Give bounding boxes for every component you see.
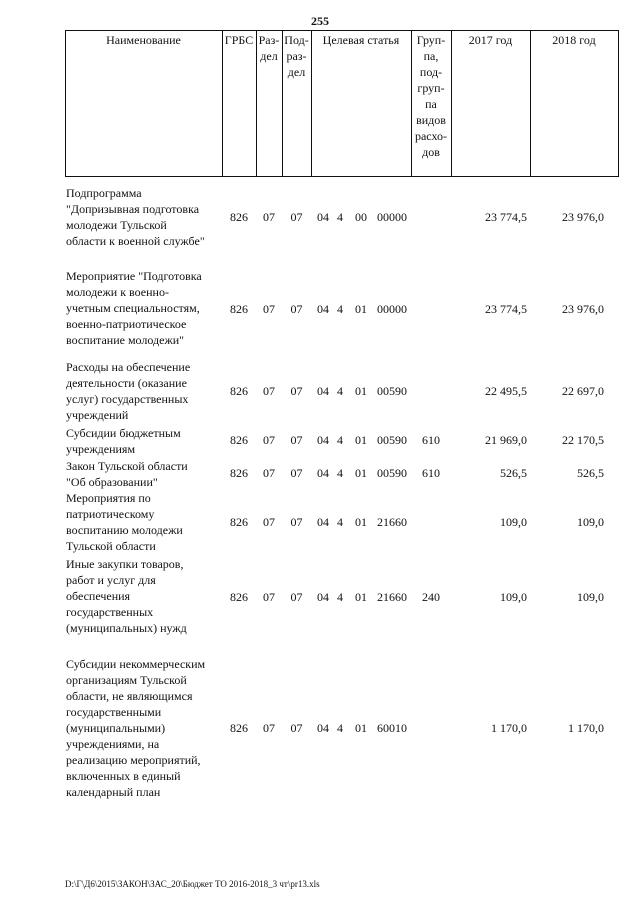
- row-grbs: 826: [230, 210, 248, 224]
- row-tsel-4: 21660: [377, 590, 407, 604]
- header-podrazdel: Под- раз- дел: [284, 33, 309, 79]
- row-podrazdel: 07: [290, 384, 303, 398]
- row-2018: 109,0: [577, 590, 604, 604]
- row-tsel-1: 04: [317, 384, 329, 398]
- row-grbs: 826: [230, 384, 248, 398]
- header-gruppa-vidov: Груп- па, под- груп- па видов расхо- дов: [414, 33, 448, 159]
- row-razdel: 07: [263, 433, 275, 447]
- row-tsel-1: 04: [317, 302, 329, 316]
- col-divider: [65, 30, 66, 176]
- row-name: Субсидии некоммерческим организациям Тульской области, не являющимся государственными (муниципальными) учреждениями, на реализацию мероприятий, включенных в единый календарный план: [66, 657, 206, 799]
- row-2017: 23 774,5: [485, 210, 527, 224]
- row-tsel-4: 21660: [377, 515, 407, 529]
- row-name: Иные закупки товаров, работ и услуг для обеспечения государственных (муниципальных) нужд: [66, 557, 187, 635]
- row-2017: 526,5: [500, 466, 527, 480]
- col-divider: [451, 30, 452, 176]
- row-razdel: 07: [263, 515, 275, 529]
- row-razdel: 07: [263, 384, 275, 398]
- row-podrazdel: 07: [290, 590, 303, 604]
- row-tsel-2: 4: [337, 466, 343, 480]
- row-podrazdel: 07: [290, 721, 303, 735]
- row-2018: 23 976,0: [562, 210, 604, 224]
- row-tsel-2: 4: [337, 515, 343, 529]
- col-divider: [618, 30, 619, 176]
- row-tsel-4: 00590: [377, 433, 407, 447]
- row-tsel-3: 01: [355, 302, 367, 316]
- row-tsel-1: 04: [317, 515, 329, 529]
- row-tsel-2: 4: [337, 384, 343, 398]
- row-razdel: 07: [263, 466, 275, 480]
- row-tsel-1: 04: [317, 433, 329, 447]
- row-2017: 1 170,0: [491, 721, 527, 735]
- row-name: Расходы на обеспечение деятельности (оказание услуг) государственных учреждений: [66, 360, 191, 422]
- row-vid: 240: [422, 590, 440, 604]
- row-2017: 21 969,0: [485, 433, 527, 447]
- row-name: Закон Тульской области "Об образовании": [66, 459, 188, 489]
- row-tsel-3: 01: [355, 384, 367, 398]
- row-grbs: 826: [230, 590, 248, 604]
- row-tsel-2: 4: [337, 721, 343, 735]
- row-vid: 610: [422, 433, 440, 447]
- row-tsel-3: 01: [355, 466, 367, 480]
- row-name: Мероприятия по патриотическому воспитанию молодежи Тульской области: [66, 491, 183, 553]
- row-tsel-2: 4: [337, 210, 343, 224]
- row-tsel-4: 00000: [377, 302, 407, 316]
- header-2018: 2018 год: [552, 33, 596, 47]
- row-razdel: 07: [263, 590, 275, 604]
- row-2018: 526,5: [577, 466, 604, 480]
- row-2018: 22 170,5: [562, 433, 604, 447]
- row-name: Мероприятие "Подготовка молодежи к военно- учетным специальностям, военно-патриотическое воспитание молодежи": [66, 269, 202, 347]
- row-podrazdel: 07: [290, 466, 303, 480]
- row-tsel-3: 01: [355, 721, 367, 735]
- row-tsel-4: 60010: [377, 721, 407, 735]
- row-grbs: 826: [230, 515, 248, 529]
- row-razdel: 07: [263, 210, 275, 224]
- row-podrazdel: 07: [290, 210, 303, 224]
- row-tsel-2: 4: [337, 302, 343, 316]
- row-name: Подпрограмма "Допризывная подготовка молодежи Тульской области к военной службе": [66, 186, 205, 248]
- table-top-border: [65, 30, 619, 31]
- header-tselevaya-statya: Целевая статья: [322, 33, 400, 47]
- row-2017: 23 774,5: [485, 302, 527, 316]
- col-divider: [311, 30, 312, 176]
- row-tsel-3: 01: [355, 433, 367, 447]
- row-tsel-1: 04: [317, 466, 329, 480]
- page-number: 255: [311, 14, 329, 28]
- header-grbs: ГРБС: [224, 33, 254, 47]
- row-tsel-3: 01: [355, 590, 367, 604]
- row-razdel: 07: [263, 721, 275, 735]
- row-tsel-1: 04: [317, 210, 329, 224]
- row-tsel-2: 4: [337, 433, 343, 447]
- row-grbs: 826: [230, 302, 248, 316]
- col-divider: [530, 30, 531, 176]
- row-vid: 610: [422, 466, 440, 480]
- row-podrazdel: 07: [290, 302, 303, 316]
- row-2018: 23 976,0: [562, 302, 604, 316]
- row-tsel-4: 00000: [377, 210, 407, 224]
- row-tsel-3: 00: [355, 210, 367, 224]
- row-tsel-4: 00590: [377, 466, 407, 480]
- row-2017: 22 495,5: [485, 384, 527, 398]
- table-header-bottom-border: [65, 176, 619, 177]
- row-razdel: 07: [263, 302, 275, 316]
- row-grbs: 826: [230, 466, 248, 480]
- row-tsel-3: 01: [355, 515, 367, 529]
- header-2017: 2017 год: [468, 33, 513, 47]
- row-tsel-1: 04: [317, 721, 329, 735]
- row-tsel-4: 00590: [377, 384, 407, 398]
- row-2017: 109,0: [500, 515, 527, 529]
- header-razdel: Раз- дел: [258, 33, 280, 63]
- row-tsel-1: 04: [317, 590, 329, 604]
- row-podrazdel: 07: [290, 433, 303, 447]
- file-path-footer: D:\Г\Д6\2015\ЗАКОН\ЗАС_20\Бюджет ТО 2016-2018_3 чт\pr13.xls: [65, 879, 320, 889]
- row-2017: 109,0: [500, 590, 527, 604]
- col-divider: [222, 30, 223, 176]
- row-grbs: 826: [230, 433, 248, 447]
- row-2018: 1 170,0: [568, 721, 604, 735]
- header-name: Наименование: [106, 33, 181, 47]
- row-grbs: 826: [230, 721, 248, 735]
- row-2018: 22 697,0: [562, 384, 604, 398]
- row-podrazdel: 07: [290, 515, 303, 529]
- row-name: Субсидии бюджетным учреждениям: [66, 426, 181, 456]
- row-2018: 109,0: [577, 515, 604, 529]
- row-tsel-2: 4: [337, 590, 343, 604]
